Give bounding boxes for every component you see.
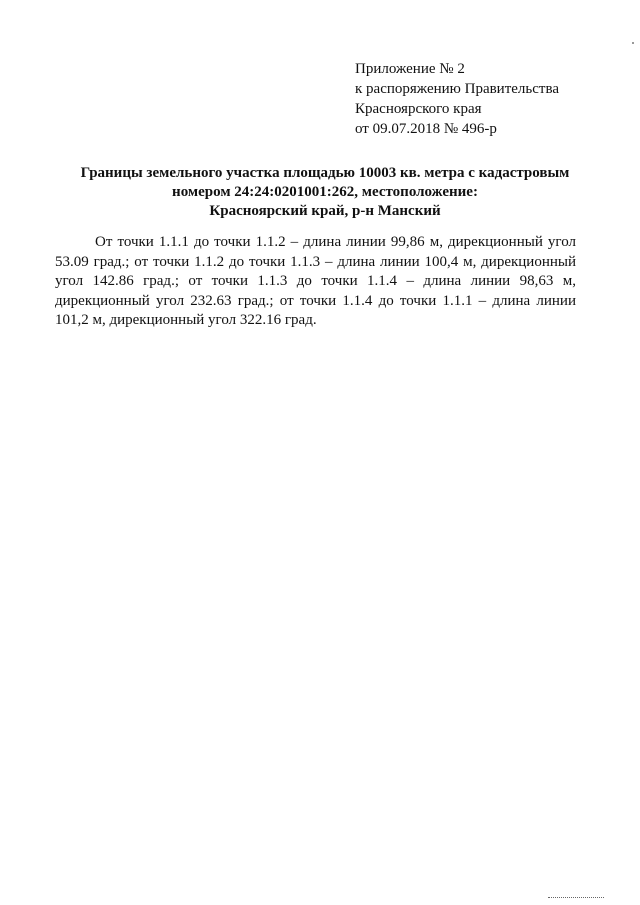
title-line-2: номером 24:24:0201001:262, местоположение:: [172, 184, 478, 200]
appendix-region: Красноярского края: [355, 101, 482, 117]
scan-edge-mark: [632, 42, 634, 44]
appendix-header: [355, 59, 615, 139]
appendix-date-number: от 09.07.2018 № 496-р: [355, 121, 497, 137]
appendix-reference: к распоряжению Правительства: [355, 81, 560, 97]
appendix-number: Приложение № 2: [355, 61, 465, 77]
title-line-3: Красноярский край, р-н Манский: [209, 203, 441, 219]
footer-rule: [548, 897, 604, 898]
document-title: [55, 164, 595, 221]
title-line-1: Границы земельного участка площадью 10003 кв. метра с кадастровым: [80, 165, 570, 181]
boundary-description: От точки 1.1.1 до точки 1.1.2 – длина линии 99,86 м, дирекционный угол 53.09 град.; от точки 1.1.2 до точки 1.1.3 – длина линии 100,4 м, дирекционный угол 142.86 град.; от точки 1.1.3 до точки 1.1.4 – длина линии 98,63 м, дирекционный угол 232.63 град.; от точки 1.1.4 до точки 1.1.1 – длина линии 101,2 м, дирекционный угол 322.16 град.: [55, 234, 576, 329]
